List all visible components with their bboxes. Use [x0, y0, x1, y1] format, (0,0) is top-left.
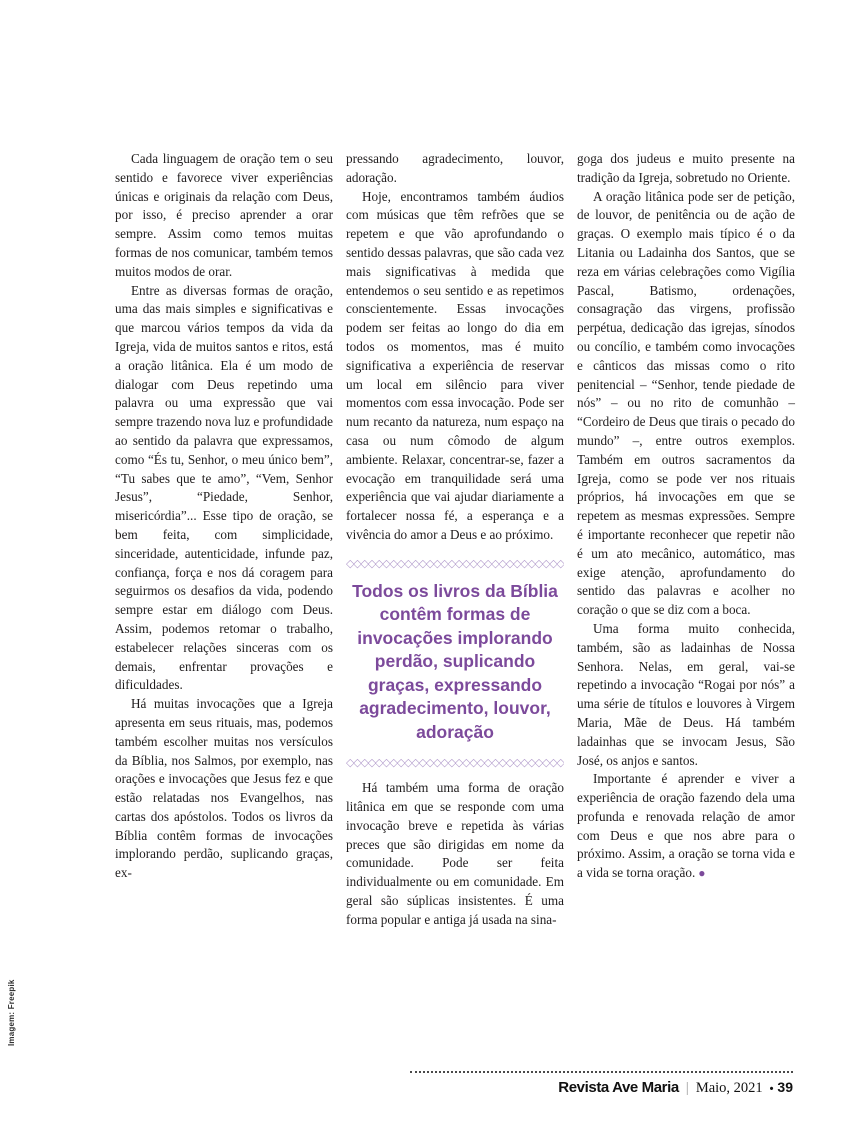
body-paragraph: A oração litânica pode ser de petição, de louvor, de penitência ou de ação de graças. O exemplo mais típico é o da Litania ou Ladainha dos Santos, que se reza em várias celebrações como Vigília Pascal, Batismo, ordenações, consagração das virgens, profissão perpétua, dedicação das igrejas, sínodos ou concílio, e também como invocações e cânticos das missas como o rito penitencial – “Senhor, tende piedade de nós” – ou no rito de comunhão – “Cordeiro de Deus que tirais o pecado do mundo” –, entre outros exemplos. Também em outros sacramentos da Igreja, como se pode ver nos rituais próprios, há invocações em que se repetem as mesmas expressões. Sempre é importante reconhecer que repetir não é um ato mecânico, automático, mas exige atenção, aprofundamento do sentido das palavras e acolher no coração o que se diz com a boca.: [577, 188, 795, 618]
column-3: [577, 150, 795, 930]
page-number-bullet: •: [769, 1083, 774, 1095]
pull-quote: Todos os livros da Bíblia contêm formas de invocações implorando perdão, suplicando graças, expressando agradecimento, louvor, adoração: [352, 580, 558, 742]
body-paragraph: goga dos judeus e muito presente na tradição da Igreja, sobretudo no Oriente.: [577, 151, 795, 185]
body-paragraph: Há muitas invocações que a Igreja apresenta em seus rituais, mas, podemos também escolher muitas nos versículos da Bíblia, nos Salmos, por exemplo, nas orações e invocações que Jesus fez e que estão relatadas nos Evangelhos, nas cartas dos apóstolos. Todos os livros da Bíblia contêm formas de invocações implorando perdão, suplicando graças, ex-: [115, 696, 333, 881]
diamond-separator: ◇◇◇◇◇◇◇◇◇◇◇◇◇◇◇◇◇◇◇◇◇◇◇◇◇◇◇◇◇◇: [346, 758, 564, 770]
magazine-title: Revista Ave Maria: [558, 1079, 679, 1096]
page-number: 39: [777, 1079, 793, 1095]
body-paragraph: Cada linguagem de oração tem o seu sentido e favorece viver experiências únicas e originais da relação com Deus, por isso, é preciso aprender a orar sempre. Assim como temos muitas formas de nos comunicar, também temos muitos modos de orar.: [115, 151, 333, 279]
footer: [558, 1079, 793, 1097]
body-paragraph: pressando agradecimento, louvor, adoração.: [346, 151, 564, 185]
issue-date: Maio, 2021: [695, 1080, 763, 1096]
column-2: [346, 150, 564, 930]
image-credit-vertical: Imagem: Freepik: [7, 979, 16, 1046]
page-number-group: [770, 1079, 793, 1095]
footer-dotted-rule: [410, 1071, 793, 1073]
column-1: [115, 150, 333, 930]
footer-divider: |: [685, 1080, 689, 1096]
diamond-separator: ◇◇◇◇◇◇◇◇◇◇◇◇◇◇◇◇◇◇◇◇◇◇◇◇◇◇◇◇◇◇: [346, 558, 564, 570]
article-end-dot: ●: [695, 866, 706, 881]
body-paragraph: Há também uma forma de oração litânica em que se responde com uma invocação breve e repetida às várias preces que são dirigidas em nome da comunidade. Pode ser feita individualmente ou em comunidade. Em geral são súplicas insistentes. É uma forma popular e antiga já usada na sina-: [346, 780, 564, 927]
body-paragraph: Entre as diversas formas de oração, uma das mais simples e significativas e que marcou vários tempos da vida da Igreja, vida de muitos santos e ritos, está a oração litânica. Ela é um modo de dialogar com Deus repetindo uma palavra ou uma expressão que vai sempre trazendo nova luz e profundidade ao sentido da palavra que expressamos, como “És tu, Senhor, o meu único bem”, “Tu sabes que te amo”, “Vem, Senhor Jesus”, “Piedade, Senhor, misericórdia”... Esse tipo de oração, se bem feita, com simplicidade, sinceridade, autenticidade, infunde paz, confiança, força e nos dá coragem para seguirmos os desafios da vida, podendo sempre estar em diálogo com Deus. Assim, podemos retomar o trabalho, estabelecer relações sinceras com os demais, enfrentar provações e dificuldades.: [115, 282, 333, 693]
body-paragraph: Uma forma muito conhecida, também, são as ladainhas de Nossa Senhora. Nelas, em geral, vai-se repetindo a invocação “Rogai por nós” a uma série de títulos e louvores à Virgem Maria, Mãe de Deus. Há também ladainhas que se invocam Jesus, São José, os anjos e santos.: [577, 620, 795, 768]
body-paragraph: Hoje, encontramos também áudios com músicas que têm refrões que se repetem e que vão aprofundando o sentido dessas palavras, que são cada vez mais significativas à medida que entendemos o seu sentido e as repetimos conscientemente. Essas invocações podem ser feitas ao longo do dia em todos os momentos, mas é muito significativa a experiência de reservar um local em silêncio para viver momentos com essa invocação. Pode ser num recanto da natureza, num espaço na casa ou num cômodo de algum ambiente. Relaxar, concentrar-se, fazer a evocação em tranquilidade será uma experiência que vai ajudar diariamente a fortalecer nossa fé, a esperança e a vivência do amor a Deus e ao próximo.: [346, 188, 564, 542]
article-body: [115, 150, 795, 930]
body-paragraph: Importante é aprender e viver a experiência de oração fazendo dela uma profunda e renovada relação de amor com Deus e que nos abre para o próximo. Assim, a oração se torna vida e a vida se torna oração. ●: [577, 771, 795, 881]
